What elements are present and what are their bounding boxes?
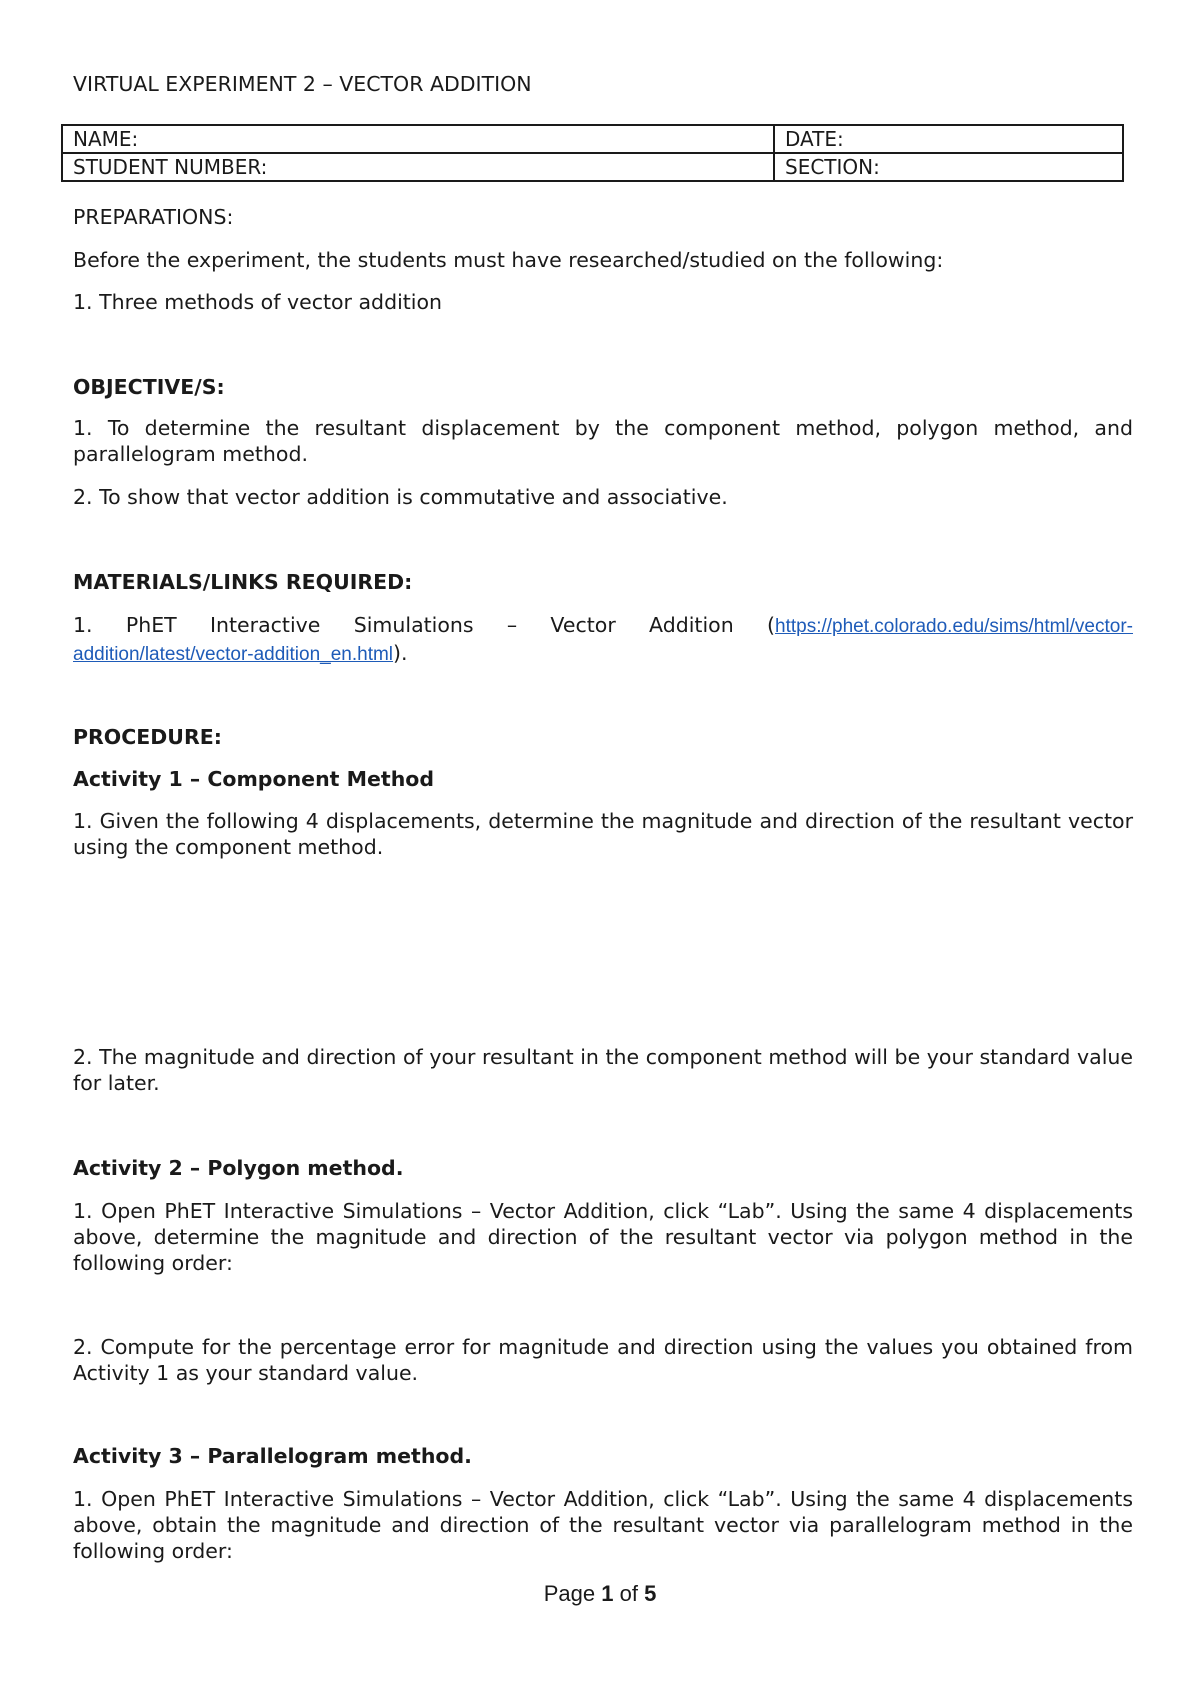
objective-item-1: 1. To determine the resultant displacement by the component method, polygon method, and parallelogram method. (73, 416, 1133, 466)
materials-item-1-text: 1. PhET Interactive Simulations – Vector Addition ( (73, 613, 775, 637)
name-field-label: NAME: (62, 125, 774, 153)
activity-1-step-1: 1. Given the following 4 displacements, determine the magnitude and direction of the resultant vector using the component method. (73, 809, 1133, 859)
date-field-label: DATE: (774, 125, 1123, 153)
student-number-field-label: STUDENT NUMBER: (62, 153, 774, 181)
activity-1-step-2: 2. The magnitude and direction of your resultant in the component method will be your standard value for later. (73, 1045, 1133, 1095)
activity-1-heading: Activity 1 – Component Method (73, 767, 435, 791)
activity-3-heading: Activity 3 – Parallelogram method. (73, 1444, 472, 1468)
activity-2-step-1: 1. Open PhET Interactive Simulations – Vector Addition, click “Lab”. Using the same 4 displacements above, determine the magnitude and direction of the resultant vector via polygon method in the following order: (73, 1199, 1133, 1275)
preparations-item-1: 1. Three methods of vector addition (73, 290, 443, 314)
materials-item-1 (73, 612, 1133, 668)
activity-2-heading: Activity 2 – Polygon method. (73, 1156, 404, 1180)
student-info-table (61, 124, 1124, 182)
activity-3-step-1: 1. Open PhET Interactive Simulations – Vector Addition, click “Lab”. Using the same 4 displacements above, obtain the magnitude and direction of the resultant vector via parallelogram method in the following order: (73, 1487, 1133, 1563)
section-field-label: SECTION: (774, 153, 1123, 181)
footer-of-word: of (619, 1581, 638, 1606)
page-footer (0, 1581, 1200, 1607)
footer-page-word: Page (543, 1581, 596, 1606)
footer-current-page: 1 (601, 1581, 614, 1606)
procedure-heading: PROCEDURE: (73, 725, 222, 749)
objective-item-2: 2. To show that vector addition is commutative and associative. (73, 485, 728, 509)
materials-heading: MATERIALS/LINKS REQUIRED: (73, 570, 413, 594)
document-title: VIRTUAL EXPERIMENT 2 – VECTOR ADDITION (73, 72, 532, 96)
footer-total-pages: 5 (644, 1581, 657, 1606)
materials-item-1-suffix: ). (393, 641, 408, 665)
preparations-heading: PREPARATIONS: (73, 205, 234, 229)
activity-2-step-2: 2. Compute for the percentage error for magnitude and direction using the values you obtained from Activity 1 as your standard value. (73, 1335, 1133, 1385)
objectives-heading: OBJECTIVE/S: (73, 375, 225, 399)
preparations-intro: Before the experiment, the students must have researched/studied on the following: (73, 248, 944, 272)
phet-simulation-link[interactable]: https://phet.colorado.edu/sims/html/vector-addition/latest/vector-addition_en.html (73, 616, 1133, 665)
